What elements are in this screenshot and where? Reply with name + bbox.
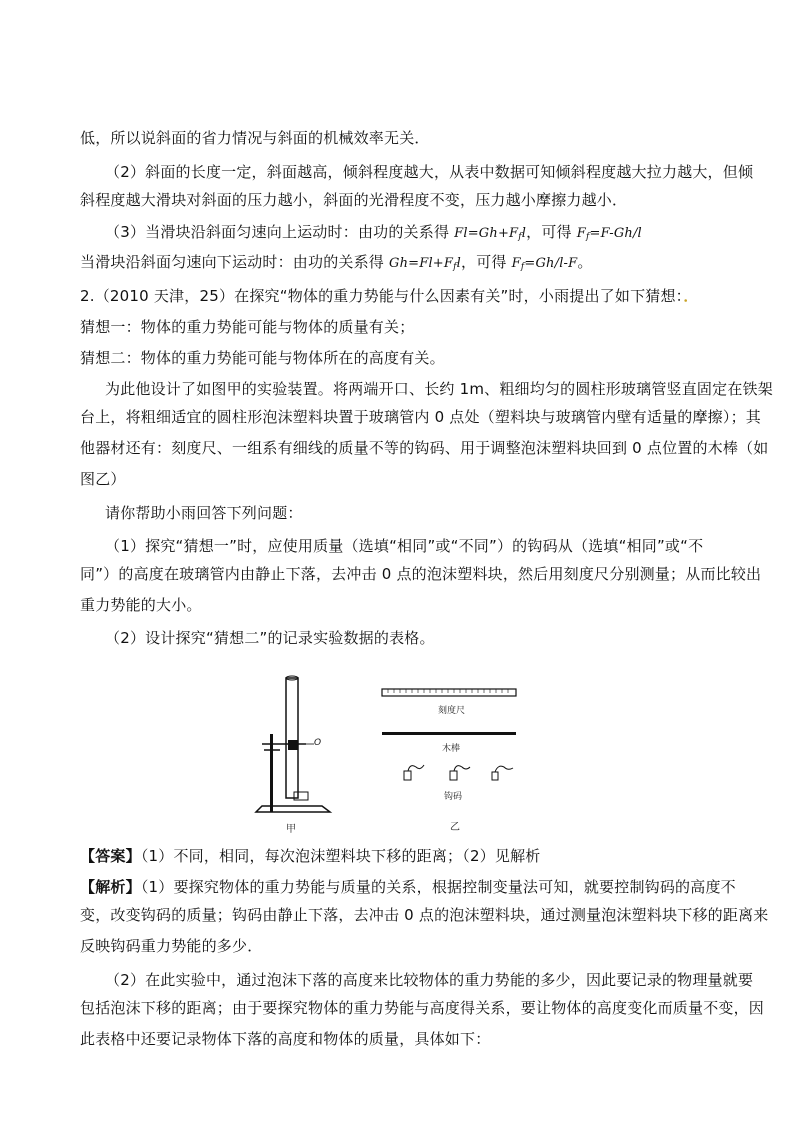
text-line: （2）设计探究“猜想二”的记录实验数据的表格。 xyxy=(105,629,435,647)
weights-label: 钩码 xyxy=(444,792,463,802)
text-line: 图乙） xyxy=(80,470,126,488)
weight-1 xyxy=(404,771,411,780)
stand-base xyxy=(256,806,330,812)
formula xyxy=(389,256,461,271)
formula-subscript: f xyxy=(518,232,522,242)
question-text: 2.（2010 天津，25）在探究“物体的重力势能与什么因素有关”时，小雨提出了如下猜想： xyxy=(80,287,684,305)
formula-part: l xyxy=(456,256,462,271)
formula-subscript: f xyxy=(585,232,590,242)
wooden-stick xyxy=(382,732,516,735)
tube-support xyxy=(294,792,308,800)
text: 。 xyxy=(577,253,593,271)
formula-part: Fl=Gh+F xyxy=(454,226,519,241)
text-line-formula xyxy=(105,221,642,248)
text-line: （2）在此实验中，通过泡沫下落的高度来比较物体的重力势能的多少，因此要记录的物理量就要 xyxy=(105,971,754,989)
analysis-line xyxy=(80,876,736,898)
ruler-ticks xyxy=(388,689,508,693)
text-line: 斜程度越大滑块对斜面的压力越小，斜面的光滑程度不变，压力越小摩擦力越小． xyxy=(80,191,628,209)
formula-part: l xyxy=(521,226,527,241)
text-line: 同”）的高度在玻璃管内由静止下落，去冲击 0 点的泡沫塑料块，然后用刻度尺分别测量；从而比较出 xyxy=(80,565,762,583)
figure-caption: 甲 xyxy=(286,824,296,835)
weight-3 xyxy=(492,772,498,780)
foam-block xyxy=(288,740,298,750)
text-line: 反映钩码重力势能的多少． xyxy=(80,937,263,955)
text-line: （1）探究“猜想一”时，应使用质量（选填“相同”或“不同”）的钩码从（选填“相同”或“不 xyxy=(105,537,704,555)
apparatus-drawing xyxy=(250,672,340,832)
question-heading xyxy=(80,285,699,307)
weight-2-string xyxy=(454,766,470,771)
formula-part: =Gh/l-F xyxy=(524,256,578,271)
text-line: 猜想二：物体的重力势能可能与物体所在的高度有关。 xyxy=(80,349,445,367)
text-line-formula xyxy=(80,251,593,278)
text: 当滑块沿斜面匀速向下运动时：由功的关系得 xyxy=(80,253,385,271)
formula-part: Gh=Fl+F xyxy=(388,256,454,271)
text-line: 请你帮助小雨回答下列问题： xyxy=(105,504,303,522)
analysis-text: （1）要探究物体的重力势能与质量的关系，根据控制变量法可知，就要控制钩码的高度不 xyxy=(140,878,736,896)
analysis-tag: 【解析】 xyxy=(80,878,141,896)
formula xyxy=(512,256,578,271)
text-line: 台上，将粗细适宜的圆柱形泡沫塑料块置于玻璃管内 0 点处（塑料块与玻璃管内壁有适量的摩擦）；其 xyxy=(80,408,761,426)
formula xyxy=(454,226,526,241)
weight-3-string xyxy=(495,766,513,772)
mark-dot: ． xyxy=(683,287,699,305)
stick-label: 木棒 xyxy=(442,744,461,754)
text-line: 变，改变钩码的质量；钩码由静止下落，去冲击 0 点的泡沫塑料块，通过测量泡沫塑料块下移的距离来 xyxy=(80,906,769,924)
formula-subscript: f xyxy=(453,262,457,272)
stand-rod xyxy=(270,734,273,812)
weights-group xyxy=(404,765,513,780)
text-line: 他器材还有：刻度尺、一组系有细线的质量不等的钩码、用于调整泡沫塑料块回到 0 点位置的木棒（如 xyxy=(80,439,769,457)
text: ，可得 xyxy=(461,253,507,271)
text-line: 猜想一：物体的重力势能可能与物体的质量有关； xyxy=(80,318,415,336)
weight-1-string xyxy=(408,765,424,771)
formula xyxy=(577,226,642,241)
answer-line xyxy=(80,845,541,867)
text-line: 重力势能的大小。 xyxy=(80,596,202,614)
formula-subscript: f xyxy=(520,262,525,272)
text: （3）当滑块沿斜面匀速向上运动时：由功的关系得 xyxy=(105,223,450,241)
glass-tube xyxy=(286,678,298,798)
text: ，可得 xyxy=(526,223,572,241)
ruler-label: 刻度尺 xyxy=(438,706,466,716)
figure-materials xyxy=(380,685,520,833)
formula-part: F xyxy=(511,256,521,271)
answer-tag: 【答案】 xyxy=(80,847,141,865)
figure-caption: 乙 xyxy=(450,822,460,833)
text-line: 为此他设计了如图甲的实验装置。将两端开口、长约 1m、粗细均匀的圆柱形玻璃管竖直固定在铁架 xyxy=(105,380,773,398)
text-line: （2）斜面的长度一定，斜面越高，倾斜程度越大，从表中数据可知倾斜程度越大拉力越大，但倾 xyxy=(105,163,754,181)
text-line: 此表格中还要记录物体下落的高度和物体的质量，具体如下： xyxy=(80,1030,491,1048)
text-line: 包括泡沫下移的距离；由于要探究物体的重力势能与高度得关系，要让物体的高度变化而质量不变，因 xyxy=(80,999,765,1017)
weight-2 xyxy=(450,771,457,780)
formula-part: =F-Gh/l xyxy=(589,226,642,241)
point-o-label: O xyxy=(314,738,322,748)
figure-apparatus xyxy=(250,672,340,835)
formula-part: F xyxy=(576,226,586,241)
answer-text: （1）不同，相同，每次泡沫塑料块下移的距离；（2）见解析 xyxy=(140,847,541,865)
text-line: 低，所以说斜面的省力情况与斜面的机械效率无关． xyxy=(80,129,430,147)
